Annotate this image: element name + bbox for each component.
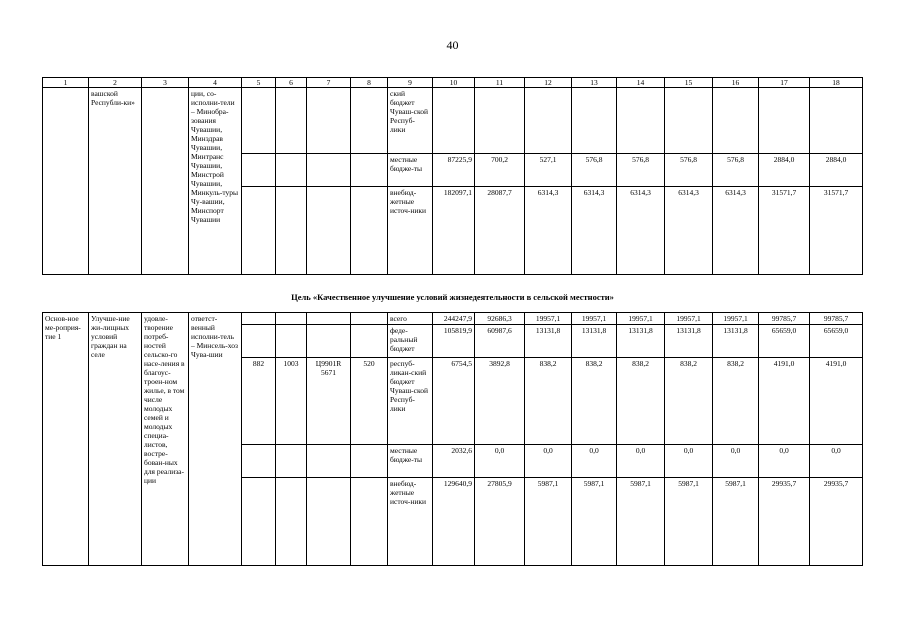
value-cell: 4191,0 (759, 358, 810, 445)
cell-col7 (307, 445, 351, 478)
value-cell: 838,2 (665, 358, 713, 445)
cell-col5 (242, 187, 276, 275)
value-cell: 838,2 (525, 358, 572, 445)
value-cell: 576,8 (572, 154, 617, 187)
table-row (43, 313, 863, 325)
header-cell: 3 (142, 78, 189, 88)
header-cell: 6 (276, 78, 307, 88)
value-cell: 92686,3 (475, 313, 525, 325)
header-cell: 13 (572, 78, 617, 88)
cell-col7 (307, 325, 351, 358)
value-cell: 3892,8 (475, 358, 525, 445)
value-cell: 19957,1 (665, 313, 713, 325)
code-cell: 882 (242, 358, 276, 445)
cell-col7 (307, 478, 351, 566)
cell-col7 (307, 187, 351, 275)
cell-col5 (242, 88, 276, 154)
value-cell: 65659,0 (810, 325, 863, 358)
value-cell: 99785,7 (759, 313, 810, 325)
activity-number-cell: Основ-ное ме-роприя-тие 1 (43, 313, 89, 566)
value-cell: 29935,7 (759, 478, 810, 566)
value-cell: 6754,5 (433, 358, 475, 445)
value-cell: 29935,7 (810, 478, 863, 566)
value-cell: 0,0 (713, 445, 759, 478)
value-cell: 13131,8 (525, 325, 572, 358)
header-cell: 9 (388, 78, 433, 88)
header-row (43, 78, 863, 88)
cell-col6 (276, 88, 307, 154)
value-cell: 6314,3 (617, 187, 665, 275)
source-cell: местные бюдже-ты (388, 154, 433, 187)
header-cell: 17 (759, 78, 810, 88)
code-cell: 1003 (276, 358, 307, 445)
value-cell: 838,2 (572, 358, 617, 445)
value-cell: 4191,0 (810, 358, 863, 445)
activity-name-cell: Улучше-ние жи-лищных условий граждан на селе (89, 313, 142, 566)
cell-col8 (351, 187, 388, 275)
page-number: 40 (446, 38, 459, 52)
value-cell: 31571,7 (810, 187, 863, 275)
value-cell: 129640,9 (433, 478, 475, 566)
value-cell: 527,1 (525, 154, 572, 187)
cell-col5 (242, 154, 276, 187)
value-cell: 576,8 (713, 154, 759, 187)
cell-col8 (351, 88, 388, 154)
value-cell: 19957,1 (617, 313, 665, 325)
cell-col8 (351, 478, 388, 566)
value-cell: 19957,1 (713, 313, 759, 325)
cell-col5 (242, 325, 276, 358)
cell-col8 (351, 154, 388, 187)
value-cell: 13131,8 (572, 325, 617, 358)
value-cell: 0,0 (665, 445, 713, 478)
value-cell: 0,0 (617, 445, 665, 478)
cell-col1 (43, 88, 89, 275)
value-cell: 5987,1 (713, 478, 759, 566)
header-cell: 14 (617, 78, 665, 88)
value-cell (572, 88, 617, 154)
value-cell: 5987,1 (665, 478, 713, 566)
value-cell: 6314,3 (713, 187, 759, 275)
value-cell: 5987,1 (525, 478, 572, 566)
header-cell: 4 (189, 78, 242, 88)
cell-col5 (242, 313, 276, 325)
activity-goal-cell: удовле-творение потреб-ностей сельско-го насе-ления в благоус-троен-ном жилье, в том числе молодых семей и молодых специа-листов, востре-бован-ных для реализа-ции (142, 313, 189, 566)
source-cell: внебюд-жетные источ-ники (388, 187, 433, 275)
header-cell: 5 (242, 78, 276, 88)
value-cell: 13131,8 (665, 325, 713, 358)
cell-col6 (276, 313, 307, 325)
value-cell (759, 88, 810, 154)
cell-col6 (276, 154, 307, 187)
value-cell: 60987,6 (475, 325, 525, 358)
cell-col6 (276, 478, 307, 566)
value-cell: 2884,0 (810, 154, 863, 187)
value-cell: 99785,7 (810, 313, 863, 325)
header-cell: 1 (43, 78, 89, 88)
value-cell: 31571,7 (759, 187, 810, 275)
value-cell (433, 88, 475, 154)
value-cell: 5987,1 (617, 478, 665, 566)
cell-col5 (242, 445, 276, 478)
value-cell: 19957,1 (525, 313, 572, 325)
header-cell: 10 (433, 78, 475, 88)
executors-cell: ции, со-исполни-тели – Минобра-зования Чувашии, Минздрав Чувашии, Минтранс Чувашии, Минстрой Чувашии, Минкуль-туры Чу-вашии, Минспорт Чувашии (189, 88, 242, 275)
code-cell: Ц9901R 5671 (307, 358, 351, 445)
header-cell: 7 (307, 78, 351, 88)
value-cell: 2884,0 (759, 154, 810, 187)
value-cell: 576,8 (617, 154, 665, 187)
cell-col6 (276, 445, 307, 478)
value-cell (525, 88, 572, 154)
cell-col5 (242, 478, 276, 566)
value-cell: 13131,8 (617, 325, 665, 358)
code-cell: 520 (351, 358, 388, 445)
header-cell: 11 (475, 78, 525, 88)
value-cell: 700,2 (475, 154, 525, 187)
value-cell: 0,0 (759, 445, 810, 478)
value-cell (475, 88, 525, 154)
header-cell: 8 (351, 78, 388, 88)
value-cell (810, 88, 863, 154)
header-cell: 15 (665, 78, 713, 88)
value-cell: 87225,9 (433, 154, 475, 187)
value-cell: 105819,9 (433, 325, 475, 358)
header-cell: 18 (810, 78, 863, 88)
value-cell: 6314,3 (525, 187, 572, 275)
header-cell: 12 (525, 78, 572, 88)
value-cell: 182097,1 (433, 187, 475, 275)
value-cell (665, 88, 713, 154)
cell-col7 (307, 313, 351, 325)
source-cell: всего (388, 313, 433, 325)
source-cell: респуб-ликан-ский бюджет Чуваш-ской Респуб-лики (388, 358, 433, 445)
value-cell: 28087,7 (475, 187, 525, 275)
value-cell: 838,2 (617, 358, 665, 445)
cell-col8 (351, 325, 388, 358)
source-cell: местные бюдже-ты (388, 445, 433, 478)
value-cell: 27805,9 (475, 478, 525, 566)
value-cell: 6314,3 (665, 187, 713, 275)
cell-col6 (276, 187, 307, 275)
header-cell: 2 (89, 78, 142, 88)
cell-col7 (307, 154, 351, 187)
value-cell: 0,0 (475, 445, 525, 478)
cell-col3 (142, 88, 189, 275)
budget-table-bottom (42, 312, 863, 566)
executor-cell: ответст-венный исполни-тель – Минсель-хоз Чува-шии (189, 313, 242, 566)
goal-title: Цель «Качественное улучшение условий жизнедеятельности в сельской местности» (291, 292, 614, 302)
value-cell: 2032,6 (433, 445, 475, 478)
budget-table-top (42, 77, 863, 275)
value-cell: 838,2 (713, 358, 759, 445)
value-cell: 19957,1 (572, 313, 617, 325)
cell-col8 (351, 445, 388, 478)
source-cell: феде-ральный бюджет (388, 325, 433, 358)
value-cell: 244247,9 (433, 313, 475, 325)
source-cell: внебюд-жетные источ-ники (388, 478, 433, 566)
program-name-cell: вашской Республи-ки» (89, 88, 142, 275)
value-cell: 6314,3 (572, 187, 617, 275)
value-cell: 65659,0 (759, 325, 810, 358)
value-cell: 13131,8 (713, 325, 759, 358)
cell-col8 (351, 313, 388, 325)
value-cell: 0,0 (810, 445, 863, 478)
value-cell: 0,0 (525, 445, 572, 478)
value-cell: 5987,1 (572, 478, 617, 566)
cell-col6 (276, 325, 307, 358)
value-cell: 576,8 (665, 154, 713, 187)
source-cell: ский бюджет Чуваш-ской Респуб-лики (388, 88, 433, 154)
cell-col7 (307, 88, 351, 154)
value-cell: 0,0 (572, 445, 617, 478)
value-cell (617, 88, 665, 154)
header-cell: 16 (713, 78, 759, 88)
value-cell (713, 88, 759, 154)
table-row (43, 88, 863, 154)
